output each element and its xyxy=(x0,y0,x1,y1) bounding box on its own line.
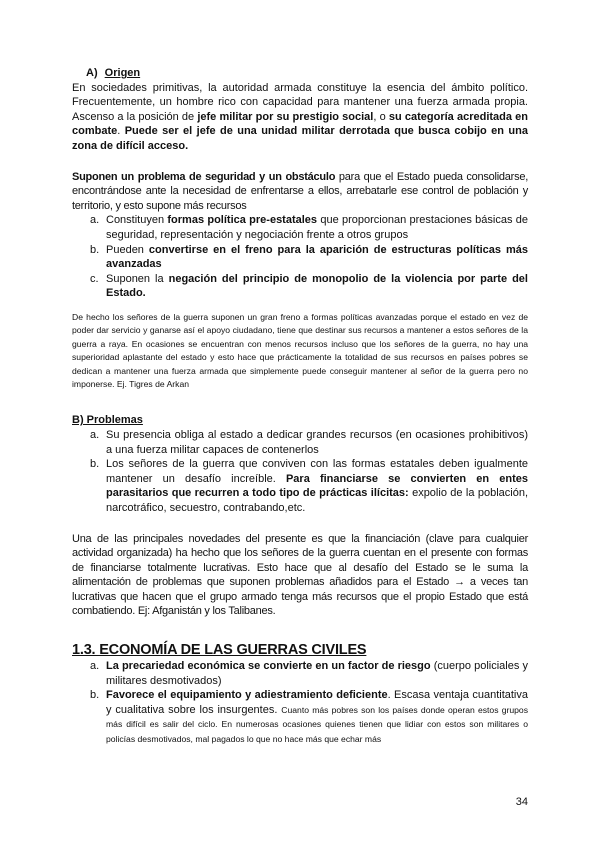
financing-paragraph: Una de las principales novedades del presente es que la financiación (clave para cualquier actividad organizada) ha hecho que los señores de la guerra cuentan en el presente con formas de financiarse totalmente lucrativas. Esto hace que al desafío del Estado se le suma la alimentación de problemas que suponen problemas añadidos para el Estado → a veces tan lucrativas que hacen que el grupo armado tenga más recursos que el propio Estado que está combatiendo. Ej: Afganistán y los Talibanes. xyxy=(72,532,528,618)
page-content xyxy=(72,66,528,747)
problems-list xyxy=(72,428,528,516)
bold-run: jefe militar por su prestigio social xyxy=(197,110,374,123)
section-b-heading: B) Problemas xyxy=(72,414,143,427)
text-run: Su presencia obliga al estado a dedicar grandes recursos (en ocasiones prohibitivos) a una fuerza militar capaces de contenerlos xyxy=(106,428,528,456)
text-run: Suponen la xyxy=(106,272,169,285)
text-run: . xyxy=(117,125,125,138)
section-heading-1-3: 1.3. ECONOMÍA DE LAS GUERRAS CIVILES xyxy=(72,642,367,659)
text-run: (cuerpo policiales y militares desmotivados) xyxy=(106,660,528,687)
list-item xyxy=(72,659,528,688)
list-item xyxy=(72,243,528,272)
page-number: 34 xyxy=(515,796,528,808)
text-run: , o xyxy=(373,110,389,123)
list-item xyxy=(72,213,528,242)
bold-run: convertirse en el freno para la aparición de estructuras políticas más avanzadas xyxy=(106,243,528,271)
security-problem-paragraph xyxy=(72,170,528,214)
text-run: Constituyen xyxy=(106,214,168,227)
bold-run: Favorece el equipamiento y adiestramiento deficiente xyxy=(106,689,388,702)
list-item xyxy=(72,428,528,457)
section-a-heading xyxy=(72,66,528,81)
economy-list xyxy=(72,659,528,747)
warlords-note-paragraph: De hecho los señores de la guerra suponen un gran freno a formas políticas avanzadas porque el estado en vez de poder dar servicio y ganarse así el apoyo ciudadano, tiene que destinar sus recursos a mantener a estos señores de la guerra a raya. En ocasiones se encuentran con menos recursos incluso que los señores de la guerra, no hay una superioridad aplastante del estado y esto hace que prácticamente la totalidad de sus recursos en países pobres se dedican a mantener una fuerza armada que simplemente puede conseguir mantener al señor de la guerra pero no imponerse. Ej. Tigres de Arkan xyxy=(72,311,528,389)
bold-run: Suponen un problema de seguridad y un obstáculo xyxy=(72,170,336,183)
bold-run: La precariedad económica se convierte en un factor de riesgo xyxy=(106,660,431,673)
section-a-title: Origen xyxy=(104,67,141,79)
list-marker: a. xyxy=(90,660,100,673)
text-run: expolio de la población, narcotráfico, secuestro, contrabando,etc. xyxy=(106,487,529,514)
origin-list xyxy=(72,213,528,301)
text-run: Los señores de la guerra que conviven con las formas estatales deben igualmente mantener un desafío increíble. xyxy=(106,458,528,485)
bold-run: negación del principio de monopolio de la violencia por parte del Estado. xyxy=(106,272,528,300)
origin-paragraph xyxy=(72,81,528,154)
list-item xyxy=(72,688,528,746)
bold-run: Para financiarse se convierten en entes parasitarios que recurren a todo tipo de prácticas ilícitas: xyxy=(106,472,528,500)
text-run: Pueden xyxy=(106,243,149,256)
small-text-run: Cuanto más pobres son los países donde operan estos grupos más difícil es salir del ciclo. En numerosas ocasiones quienes tienen que lidiar con estos son militares o policías desmotivados, mal pagados lo que no hace más que echar más xyxy=(106,704,528,745)
text-run: que proporcionan prestaciones básicas de seguridad, representación y negociación frente a otros grupos xyxy=(106,214,528,241)
list-marker: a. xyxy=(90,214,100,227)
list-item xyxy=(72,272,528,301)
list-marker: c. xyxy=(90,272,99,285)
bold-run: formas política pre-estatales xyxy=(167,214,318,227)
text-run: En sociedades primitivas, la autoridad armada constituye la esencia del ámbito político. Frecuentemente, un hombre rico con capacidad para mantener una fuerza armada propia. Ascenso a la posición de xyxy=(72,81,528,123)
bold-run: Puede ser el jefe de una unidad militar derrotada que busca cobijo en una zona de difícil acceso. xyxy=(72,125,528,152)
list-marker: b. xyxy=(90,458,100,471)
section-a-letter: A) xyxy=(86,67,98,79)
list-marker: b. xyxy=(90,243,100,256)
list-item xyxy=(72,457,528,515)
list-marker: a. xyxy=(90,428,100,441)
text-run: para que el Estado pueda consolidarse, encontrándose ante la necesidad de enfrentarse a ellos, arrebatarle ese control de población y territorio, y esto supone más recursos xyxy=(72,170,528,212)
text-run: . Escasa ventaja cuantitativa y cualitativa sobre los insurgentes. xyxy=(106,689,528,716)
list-marker: b. xyxy=(90,689,100,702)
bold-run: su categoría acreditada en combate xyxy=(72,110,529,138)
